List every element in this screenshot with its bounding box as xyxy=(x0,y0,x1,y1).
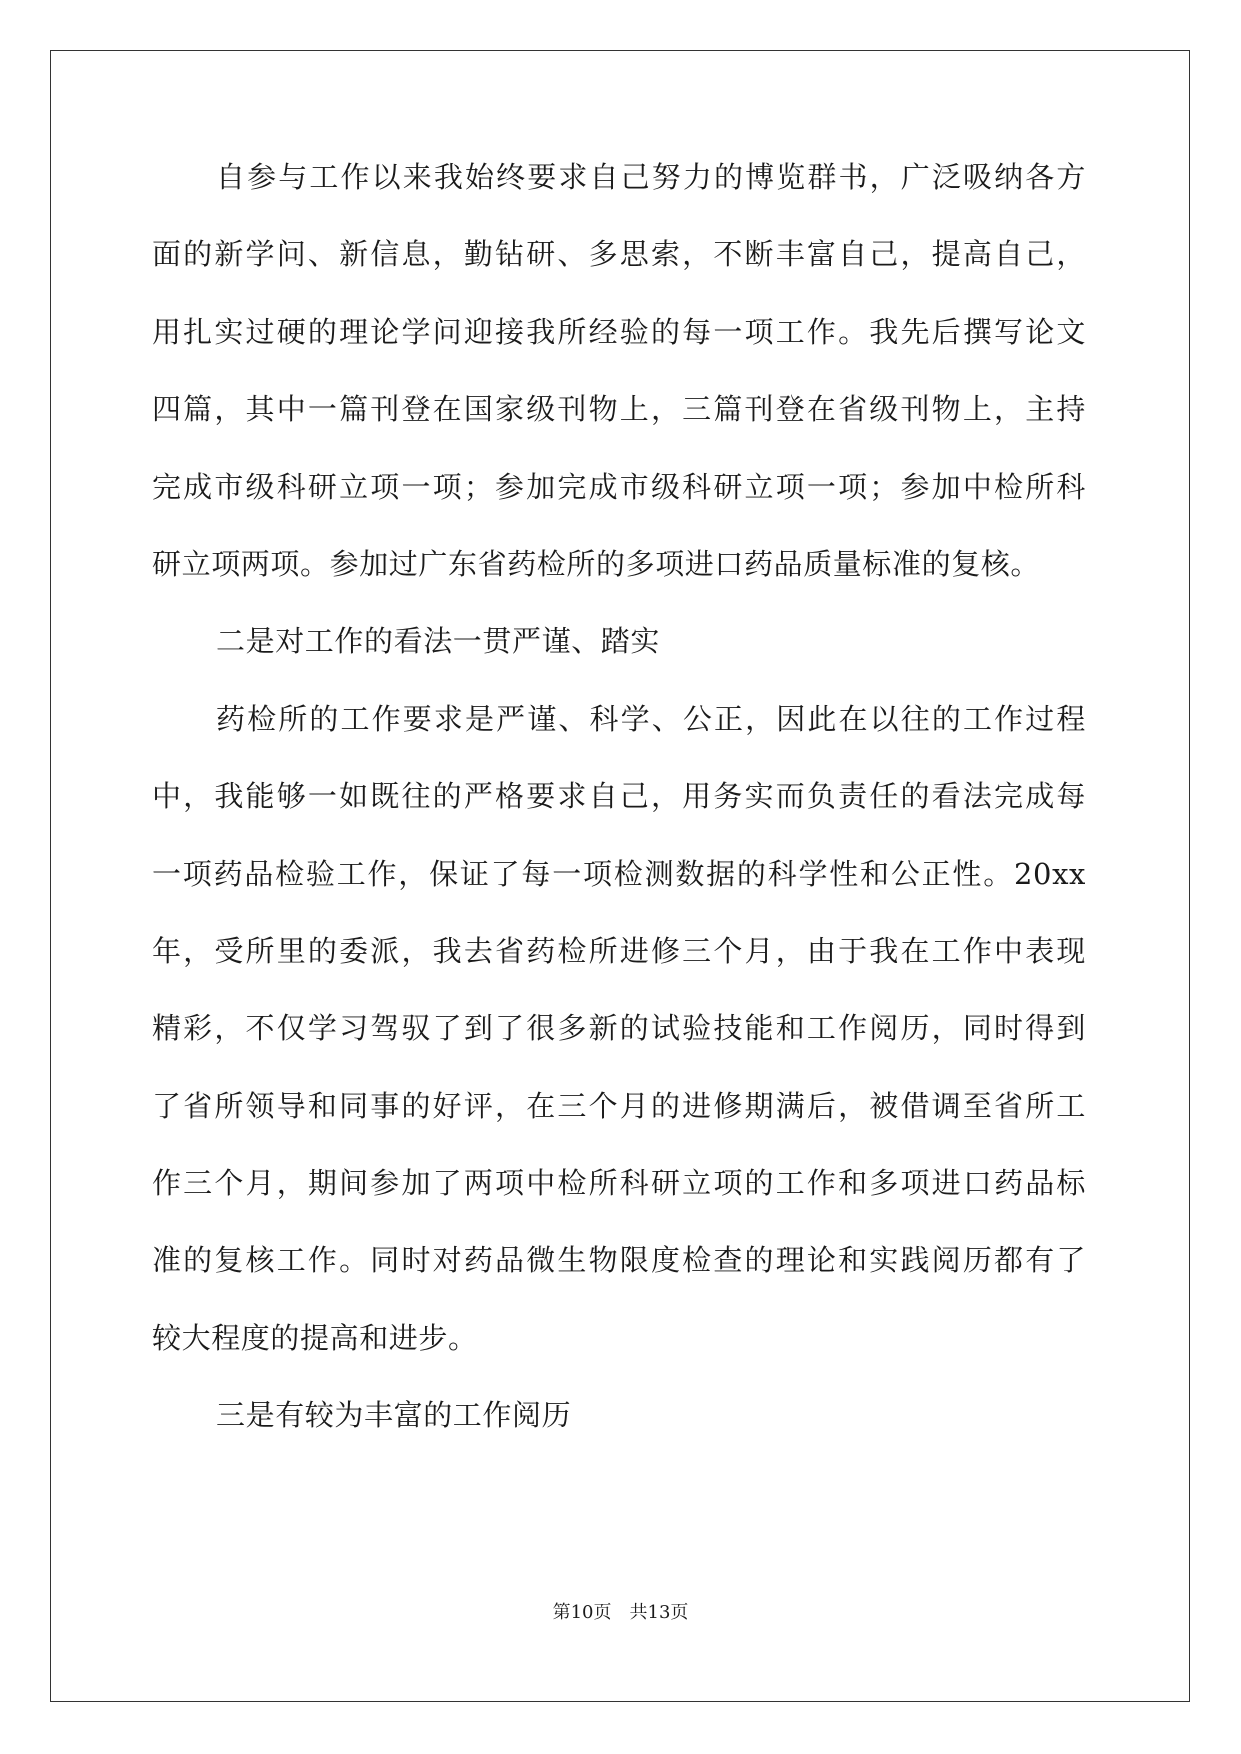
page-total: 共13页 xyxy=(629,1602,689,1623)
paragraph-line: 完成市级科研立项一项；参加完成市级科研立项一项；参加中检所科 xyxy=(152,469,1086,504)
paragraph-line: 作三个月，期间参加了两项中检所科研立项的工作和多项进口药品标 xyxy=(152,1166,1086,1201)
paragraph-line: 了省所领导和同事的好评，在三个月的进修期满后，被借调至省所工 xyxy=(152,1088,1086,1123)
paragraph-line: 用扎实过硬的理论学问迎接我所经验的每一项工作。我先后撰写论文 xyxy=(152,314,1086,349)
page-footer xyxy=(0,1598,1241,1624)
paragraph-line: 年，受所里的委派，我去省药检所进修三个月，由于我在工作中表现 xyxy=(152,933,1086,968)
paragraph-line: 面的新学问、新信息，勤钻研、多思索，不断丰富自己，提高自己， xyxy=(152,237,1086,272)
document-body xyxy=(152,162,1086,1478)
paragraph-line: 药检所的工作要求是严谨、科学、公正，因此在以往的工作过程 xyxy=(216,701,1086,736)
paragraph-line: 四篇，其中一篇刊登在国家级刊物上，三篇刊登在省级刊物上，主持 xyxy=(152,392,1086,427)
paragraph-line: 一项药品检验工作，保证了每一项检测数据的科学性和公正性。20xx xyxy=(152,856,1086,891)
page-number: 第10页 xyxy=(552,1602,612,1623)
paragraph-line: 准的复核工作。同时对药品微生物限度检查的理论和实践阅历都有了 xyxy=(152,1243,1086,1278)
paragraph-line: 较大程度的提高和进步。 xyxy=(152,1320,478,1355)
paragraph-line: 精彩，不仅学习驾驭了到了很多新的试验技能和工作阅历，同时得到 xyxy=(152,1011,1086,1046)
paragraph-line: 研立项两项。参加过广东省药检所的多项进口药品质量标准的复核。 xyxy=(152,546,1041,581)
paragraph-line: 自参与工作以来我始终要求自己努力的博览群书，广泛吸纳各方 xyxy=(216,160,1086,194)
section-heading: 二是对工作的看法一贯严谨、踏实 xyxy=(216,624,661,659)
section-heading: 三是有较为丰富的工作阅历 xyxy=(216,1398,572,1433)
paragraph-line: 中，我能够一如既往的严格要求自己，用务实而负责任的看法完成每 xyxy=(152,779,1086,814)
